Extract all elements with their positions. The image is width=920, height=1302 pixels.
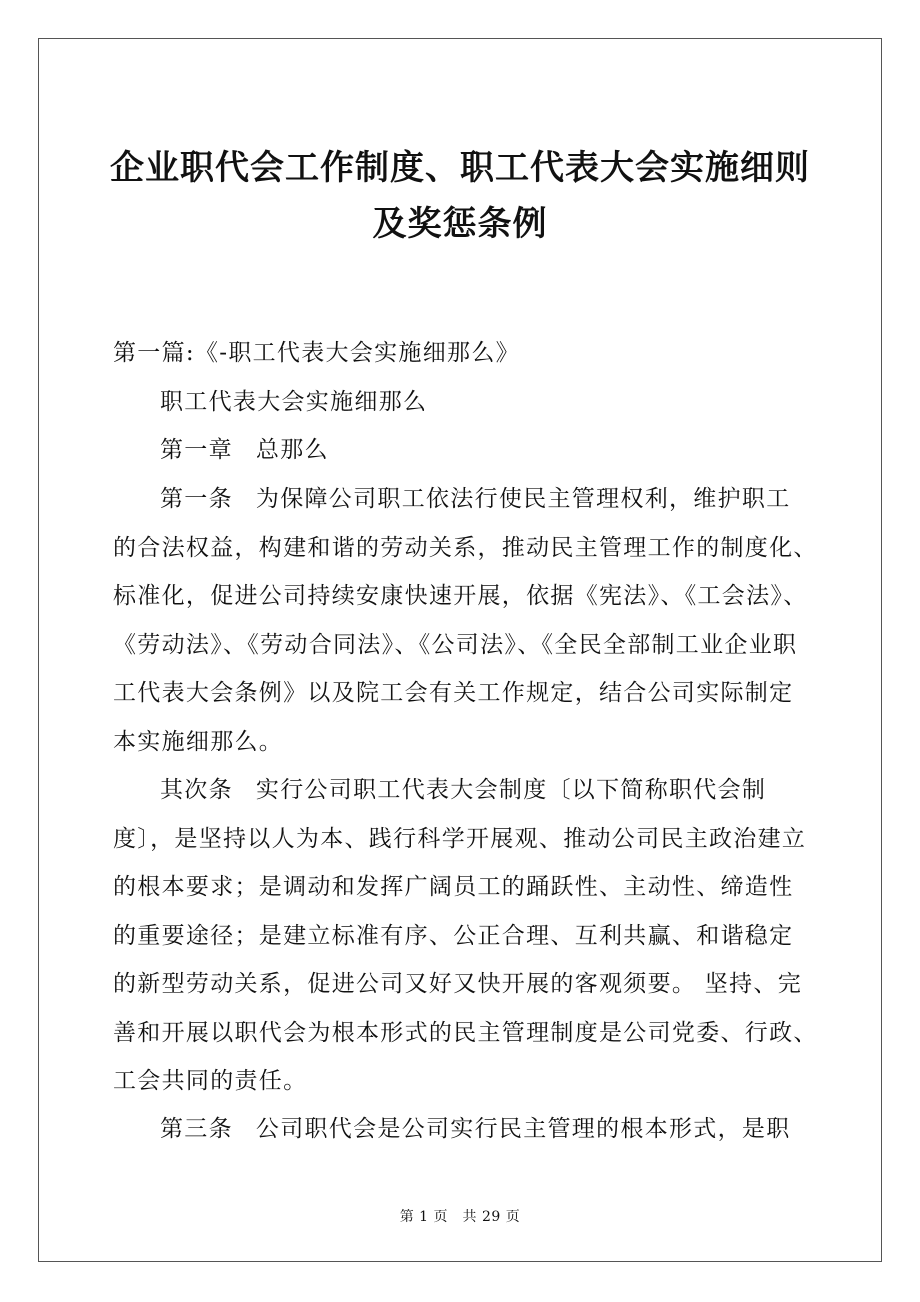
chapter-name: 总那么 — [255, 437, 329, 463]
article-2-line: 工会共同的责任。 — [113, 1068, 308, 1094]
sub-title: 职工代表大会实施细那么 — [160, 389, 428, 415]
page-number-footer: 第 1 页 共 29 页 — [399, 1209, 521, 1225]
article-2-line: 善和开展以职代会为根本形式的民主管理制度是公司党委、行政、 — [113, 1019, 818, 1046]
article-3-line: 公司职代会是公司实行民主管理的根本形式，是职 — [255, 1116, 791, 1142]
article-2-line: 度〕，是坚持以人为本、践行科学开展观、推动公司民主政治建立 — [113, 825, 807, 852]
article-1-line: 的合法权益，构建和谐的劳动关系，推动民主管理工作的制度化、 — [113, 534, 818, 561]
article-2-label: 其次条 — [160, 777, 233, 803]
section-heading-block — [113, 329, 813, 378]
article-2-line: 的重要途径；是建立标准有序、公正合理、互利共赢、和谐稳定 — [113, 922, 794, 949]
article-2-line: 的根本要求；是调动和发挥广阔员工的踊跃性、主动性、缔造性 — [113, 874, 794, 900]
chapter-label: 第一章 — [160, 437, 233, 463]
article-1-line: 本实施细那么。 — [113, 728, 284, 755]
sub-title-block — [113, 378, 813, 427]
section-heading: 第一篇:《-职工代表大会实施细那么》 — [113, 340, 520, 366]
article-2 — [113, 766, 818, 1106]
article-1 — [113, 475, 818, 766]
chapter-heading — [113, 426, 813, 475]
document-title-line-1: 企业职代会工作制度、职工代表大会实施细则 — [110, 148, 810, 188]
article-1-label: 第一条 — [160, 486, 233, 512]
article-1-line: 工代表大会条例》以及院工会有关工作规定，结合公司实际制定 — [113, 680, 794, 706]
article-1-line: 为保障公司职工依法行使民主管理权利，维护职工 — [255, 486, 791, 512]
article-3-label: 第三条 — [160, 1116, 233, 1142]
article-1-line: 《劳动法》、《劳动合同法》、《公司法》、《全民全部制工业企业职 — [113, 631, 798, 658]
article-2-line: 的新型劳动关系，促进公司又好又快开展的客观须要。 坚持、完 — [113, 971, 803, 997]
document-title-line-2: 及奖惩条例 — [372, 204, 548, 244]
article-3 — [113, 1105, 813, 1154]
article-1-line: 标准化，促进公司持续安康快速开展，依据《宪法》、《工会法》、 — [113, 583, 808, 609]
article-2-line: 实行公司职工代表大会制度〔以下简称职代会制 — [255, 777, 767, 803]
